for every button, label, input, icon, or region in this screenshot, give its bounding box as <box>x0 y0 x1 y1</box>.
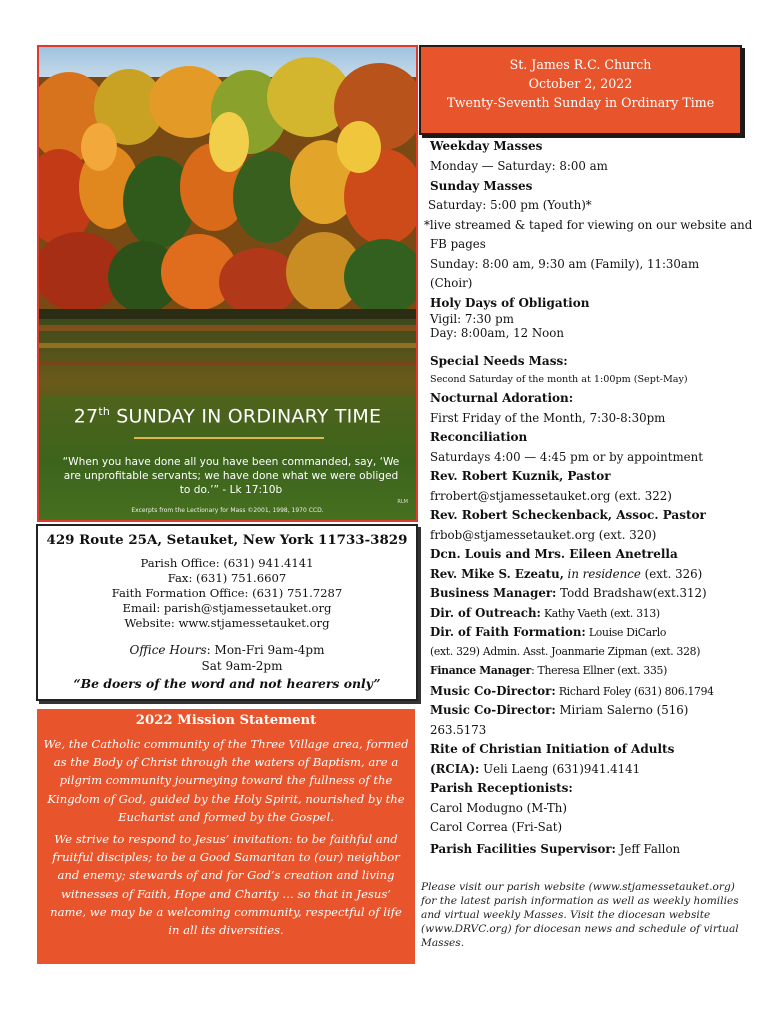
nocturnal-adoration: First Friday of the Month, 7:30-8:30pm <box>430 411 666 425</box>
parish-website: Website: www.stjamessetauket.org <box>124 616 330 630</box>
mission-paragraph-2: We strive to respond to Jesus’ invitation: to be faithful and fruitful disciples; to be a Good Samaritan to (our) neighbor and enemy; stewards of and for God’s creation and living witnesses of Faith, Hope and Charity … so that in Jesus’ name, we may be a welcoming community, respectful of life in all its diversities. <box>50 832 402 938</box>
outreach-director: Dir. of Outreach: Kathy Vaeth (ext. 313) <box>430 606 660 620</box>
publisher-logo: RLM <box>397 499 408 505</box>
receptionists-heading: Parish Receptionists: <box>430 781 573 795</box>
holy-days-heading: Holy Days of Obligation <box>430 296 590 310</box>
priest-in-residence: Rev. Mike S. Ezeatu, in residence (ext. 326) <box>430 567 703 581</box>
cover-image <box>37 45 418 522</box>
pastor: Rev. Robert Kuznik, Pastor <box>430 469 611 483</box>
street-address: 429 Route 25A, Setauket, New York 11733-3829 <box>46 532 408 548</box>
church-name: St. James R.C. Church <box>509 57 652 72</box>
parish-email: Email: parish@stjamessetauket.org <box>122 601 332 615</box>
mission-statement <box>37 709 415 964</box>
special-needs-heading: Special Needs Mass: <box>430 354 568 368</box>
associate-pastor: Rev. Robert Scheckenback, Assoc. Pastor <box>430 508 706 522</box>
cover-divider <box>134 437 324 439</box>
bulletin-date: October 2, 2022 <box>528 76 633 91</box>
fax-number: Fax: (631) 751.6607 <box>167 571 287 585</box>
sunday-mass-times: Sunday: 8:00 am, 9:30 am (Family), 11:30am <box>430 257 700 271</box>
parish-motto: “Be doers of the word and not hearers only” <box>73 676 381 691</box>
business-manager: Business Manager: Todd Bradshaw(ext.312) <box>430 586 707 600</box>
faith-formation-phone: Faith Formation Office: (631) 751.7287 <box>111 586 343 600</box>
receptionist-2: Carol Correa (Fri-Sat) <box>430 820 563 834</box>
office-hours: Office Hours: Mon-Fri 9am-4pm Sat 9am-2pm <box>129 643 325 673</box>
liturgical-sunday: Twenty-Seventh Sunday in Ordinary Time <box>446 95 715 110</box>
autumn-lake-illustration <box>39 47 418 522</box>
weekday-masses: Monday — Saturday: 8:00 am <box>430 159 608 173</box>
deacon: Dcn. Louis and Mrs. Eileen Anetrella <box>430 547 678 561</box>
pastor-email: frrobert@stjamessetauket.org (ext. 322) <box>430 489 672 503</box>
livestream-note: *live streamed & taped for viewing on our website and <box>424 218 753 232</box>
mission-title: 2022 Mission Statement <box>135 713 317 728</box>
finance-manager: Finance Manager: Theresa Ellner (ext. 335) <box>430 664 667 677</box>
rcia-heading: Rite of Christian Initiation of Adults <box>430 742 675 756</box>
rcia-contact: (RCIA): Ueli Laeng (631)941.4141 <box>430 762 641 776</box>
mission-paragraph-1: We, the Catholic community of the Three Village area, formed as the Body of Christ through the waters of Baptism, are a pilgrim community journeying toward the fullness of the Kingdom of God, guided by the Holy Spirit, nourished by the Eucharist and formed by the Gospel. <box>43 737 409 824</box>
bulletin-header <box>419 45 742 135</box>
holy-days-vigil: Vigil: 7:30 pm <box>430 312 514 326</box>
sunday-masses-heading: Sunday Masses <box>430 179 533 193</box>
weekday-masses-heading: Weekday Masses <box>430 139 543 153</box>
music-co-director-2: Music Co-Director: Miriam Salerno (516) <box>430 703 689 717</box>
saturday-mass: Saturday: 5:00 pm (Youth)* <box>428 198 592 212</box>
receptionist-1: Carol Modugno (M-Th) <box>430 801 567 815</box>
livestream-note-2: FB pages <box>430 237 486 251</box>
faith-formation-contacts: (ext. 329) Admin. Asst. Joanmarie Zipman (ext. 328) <box>430 645 701 658</box>
parish-office-phone: Parish Office: (631) 941.4141 <box>140 556 314 570</box>
contact-box <box>36 524 418 701</box>
holy-days-day: Day: 8:00am, 12 Noon <box>430 326 564 340</box>
reconciliation-heading: Reconciliation <box>430 430 528 444</box>
associate-pastor-email: frbob@stjamessetauket.org (ext. 320) <box>430 528 657 542</box>
nocturnal-adoration-heading: Nocturnal Adoration: <box>430 391 574 405</box>
reconciliation-times: Saturdays 4:00 — 4:45 pm or by appointment <box>430 450 703 464</box>
music-co-director-1: Music Co-Director: Richard Foley (631) 806.1794 <box>430 684 714 698</box>
cover-credit: Excerpts from the Lectionary for Mass ©2001, 1998, 1970 CCD. <box>131 507 324 514</box>
cover-title: 27th SUNDAY IN ORDINARY TIME <box>73 405 382 428</box>
special-needs-mass: Second Saturday of the month at 1:00pm (Sept-May) <box>430 374 688 385</box>
music-co-director-2-phone: 263.5173 <box>430 723 487 737</box>
facilities-supervisor: Parish Facilities Supervisor: Jeff Fallon <box>430 842 681 856</box>
faith-formation-director: Dir. of Faith Formation: Louise DiCarlo <box>430 625 667 639</box>
sunday-mass-times-2: (Choir) <box>430 276 473 290</box>
cover-quote: “When you have done all you have been commanded, say, ‘We are unprofitable servants; we have done what we were obliged to do.’” - Lk 17:10b <box>62 456 400 496</box>
website-note: Please visit our parish website (www.stjamessetauket.org) for the latest parish information as well as weekly homilies and virtual weekly Masses. Visit the diocesan website (www.DRVC.org) for diocesan news and schedule of virtual Masses. <box>421 881 739 949</box>
